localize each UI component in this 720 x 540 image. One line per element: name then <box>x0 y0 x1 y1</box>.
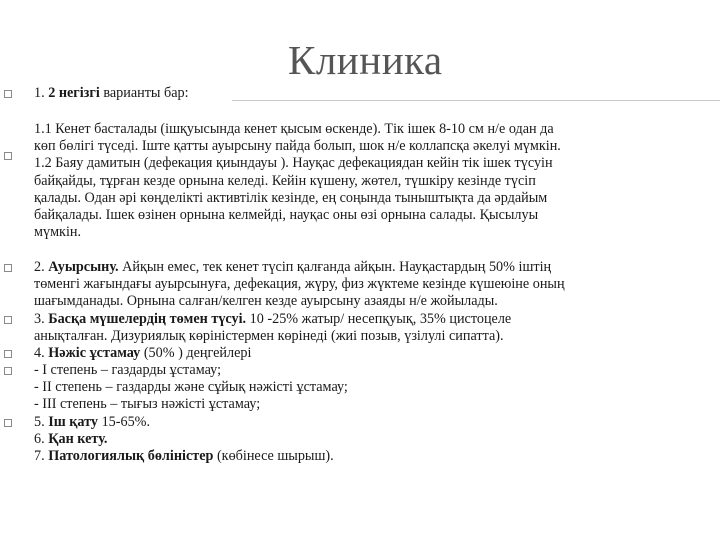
item-text: 10 -25% жатыр/ несепқуық, 35% цистоцеле <box>246 311 512 327</box>
slide-title: Клиника <box>288 37 443 83</box>
bullet-icon <box>4 316 12 324</box>
list-item <box>34 345 716 362</box>
item-bold-text: Нәжіс ұстамау <box>48 345 141 361</box>
item-number: 5. <box>34 414 49 430</box>
item-text: (көбінесе шырыш). <box>213 448 334 465</box>
paragraph-line: байқайды, тұрған кезде орнына келеді. Кейін күшену, жөтел, түшкіру кезінде түсіп <box>34 172 536 189</box>
item-line: төменгі жағындағы ауырсынуға, дефекация, жүру, физ жүктеме кезінде күшеюіне оның <box>34 276 565 293</box>
bullet-icon <box>4 90 12 98</box>
item-number: 1. <box>34 85 49 101</box>
item-line: - ІІІ степень – тығыз нәжісті ұстамау; <box>34 396 261 413</box>
paragraph-line: мүмкін. <box>34 224 82 241</box>
bullet-icon <box>4 152 12 160</box>
list-item <box>34 311 716 345</box>
list-item <box>34 85 716 102</box>
bullet-icon <box>4 264 12 272</box>
paragraph-line: қалады. Одан әрі көңделікті активтілік кезінде, ең соңында тыныштықта да әрдайым <box>34 189 548 206</box>
item-bold-text: Ауырсыну. <box>48 259 119 275</box>
item-text: 15-65%. <box>98 414 151 430</box>
paragraph-line: байқалады. Ішек өзінен орнына келмейді, науқас оны өзі орнына салады. Қысылуы <box>34 207 539 224</box>
bullet-icon <box>4 350 12 358</box>
item-first-line <box>34 259 716 276</box>
item-number: 4. <box>34 345 49 361</box>
item-bold-text: Қан кету. <box>48 431 108 448</box>
item-first-line <box>34 311 716 328</box>
item-line <box>34 431 716 448</box>
paragraph-line: 1.2 Баяу дамитын (дефекация қиындауы ). Науқас дефекациядан кейін тік ішек түсуін <box>34 155 553 172</box>
item-line: - І степень – газдарды ұстамау; <box>34 362 222 378</box>
item-line <box>34 448 716 465</box>
bullet-icon <box>4 367 12 375</box>
item-number: 6. <box>34 431 49 448</box>
item-text: (50% ) деңгейлері <box>140 345 252 361</box>
list-item <box>34 259 716 311</box>
list-item <box>34 414 716 466</box>
item-bold-text: Патологиялық бөліністер <box>48 448 214 465</box>
item-text: Айқын емес, тек кенет түсіп қалғанда айқын. Науқастардың 50% іштің <box>118 259 552 275</box>
item-bold-text: 2 негізгі <box>48 85 100 101</box>
variants-paragraph <box>34 121 716 241</box>
item-line: шағымданады. Орнына салған/келген кезде ауырсыну азаяды н/е жойылады. <box>34 293 498 310</box>
item-number: 2. <box>34 259 49 275</box>
item-bold-text: Басқа мүшелердің төмен түсуі. <box>48 311 247 327</box>
item-first-line <box>34 414 716 431</box>
item-bold-text: Іш қату <box>48 414 99 430</box>
paragraph-line: көп бөлігі түседі. Іште қатты ауырсыну пайда болып, шок н/е коллапсқа әкелуі мүмкін. <box>34 138 561 155</box>
paragraph-line: 1.1 Кенет басталады (ішқуысында кенет қысым өскенде). Тік ішек 8-10 см н/е одан да <box>34 121 554 137</box>
item-text: варианты бар: <box>99 85 189 101</box>
item-line: - ІІ степень – газдарды және сұйық нәжісті ұстамау; <box>34 379 348 396</box>
list-item <box>34 362 716 414</box>
bullet-icon <box>4 419 12 427</box>
item-line: анықталған. Дизуриялық көріністермен көрінеді (жиі позыв, үзілулі сипатта). <box>34 328 504 345</box>
item-number: 7. <box>34 448 49 465</box>
item-number: 3. <box>34 311 49 327</box>
